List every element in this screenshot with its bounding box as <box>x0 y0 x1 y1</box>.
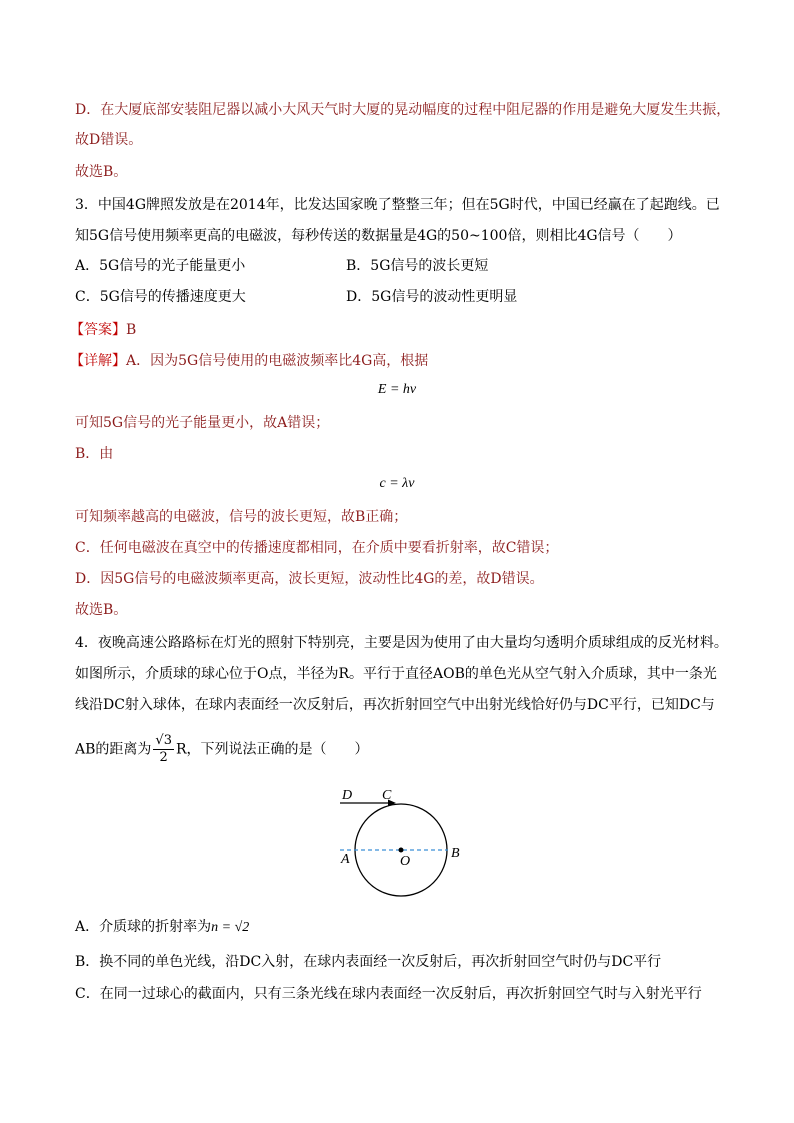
label-o: O <box>400 854 411 869</box>
answer-value: B <box>126 322 137 338</box>
q3-option-a: A．5G信号的光子能量更小 <box>75 258 246 274</box>
q3-detail-d: D．因5G信号的电磁波频率更高，波长更短，波动性比4G的差，故D错误。 <box>75 571 544 587</box>
q2-option-d-line1: D．在大厦底部安装阻尼器以减小大风天气时大厦的晃动幅度的过程中阻尼器的作用是避免大厦发生共振， <box>75 102 731 118</box>
q2-conclusion: 故选B。 <box>75 164 128 180</box>
q4-stem-line4-pre: AB的距离为 <box>75 741 152 758</box>
q4-option-a-text: A．介质球的折射率为 <box>75 919 212 935</box>
q4-stem-line1: 4．夜晚高速公路路标在灯光的照射下特别亮，主要是因为使用了由大量均匀透明介质球组成的反光材料。 <box>75 635 728 651</box>
q3-stem-line2: 知5G信号使用频率更高的电磁波，每秒传送的数据量是4G的50~100倍，则相比4G信号（ ） <box>75 228 682 244</box>
q3-stem-line1: 3．中国4G牌照发放是在2014年，比发达国家晚了整整三年；但在5G时代，中国已经赢在了起跑线。已 <box>75 197 720 213</box>
q3-conclusion: 故选B。 <box>75 602 128 618</box>
fraction-sqrt3-over-2 <box>153 733 174 766</box>
fraction-denominator: 2 <box>159 750 168 765</box>
q3-detail-c: C．任何电磁波在真空中的传播速度都相同，在介质中要看折射率，故C错误； <box>75 540 559 556</box>
detail-tag: 【详解】 <box>70 353 126 369</box>
label-d: D <box>342 788 353 803</box>
q4-option-b: B．换不同的单色光线，沿DC入射，在球内表面经一次反射后，再次折射回空气时仍与DC平行 <box>75 954 662 970</box>
q4-stem-line3: 线沿DC射入球体，在球内表面经一次反射后，再次折射回空气中出射光线恰好仍与DC平行，已知DC与 <box>75 697 715 713</box>
label-c: C <box>382 788 392 803</box>
answer-tag: 【答案】 <box>70 322 126 338</box>
refractive-index-formula: n = √2 <box>211 920 250 935</box>
formula-e-hv: E = hν <box>377 382 417 397</box>
sphere-diagram <box>330 785 470 905</box>
q4-stem-line2: 如图所示，介质球的球心位于O点，半径为R。平行于直径AOB的单色光从空气射入介质球，其中一条光 <box>75 666 717 682</box>
q2-option-d-line2: 故D错误。 <box>75 132 143 148</box>
q4-option-a <box>75 917 249 938</box>
q3-detail-b: B．由 <box>75 446 114 462</box>
center-point <box>399 848 404 853</box>
q3-detail-a <box>70 351 428 371</box>
q3-answer <box>70 320 136 340</box>
formula-c-lambda-v: c = λν <box>379 476 415 491</box>
detail-a-text: A．因为5G信号使用的电磁波频率比4G高，根据 <box>126 353 429 369</box>
q4-stem-line4-post: R，下列说法正确的是（ ） <box>175 741 369 758</box>
q3-option-b: B．5G信号的波长更短 <box>346 258 489 274</box>
q3-after-formula1: 可知5G信号的光子能量更小，故A错误； <box>75 415 330 431</box>
q4-option-c: C．在同一过球心的截面内，只有三条光线在球内表面经一次反射后，再次折射回空气时与入射光平行 <box>75 986 702 1002</box>
q4-stem-line4 <box>75 733 369 766</box>
q3-after-formula2: 可知频率越高的电磁波，信号的波长更短，故B正确； <box>75 509 408 525</box>
label-b: B <box>451 846 460 861</box>
q3-option-c: C．5G信号的传播速度更大 <box>75 289 246 305</box>
fraction-numerator: √3 <box>155 733 172 748</box>
label-a: A <box>341 852 350 867</box>
q3-option-d: D．5G信号的波动性更明显 <box>346 289 518 305</box>
